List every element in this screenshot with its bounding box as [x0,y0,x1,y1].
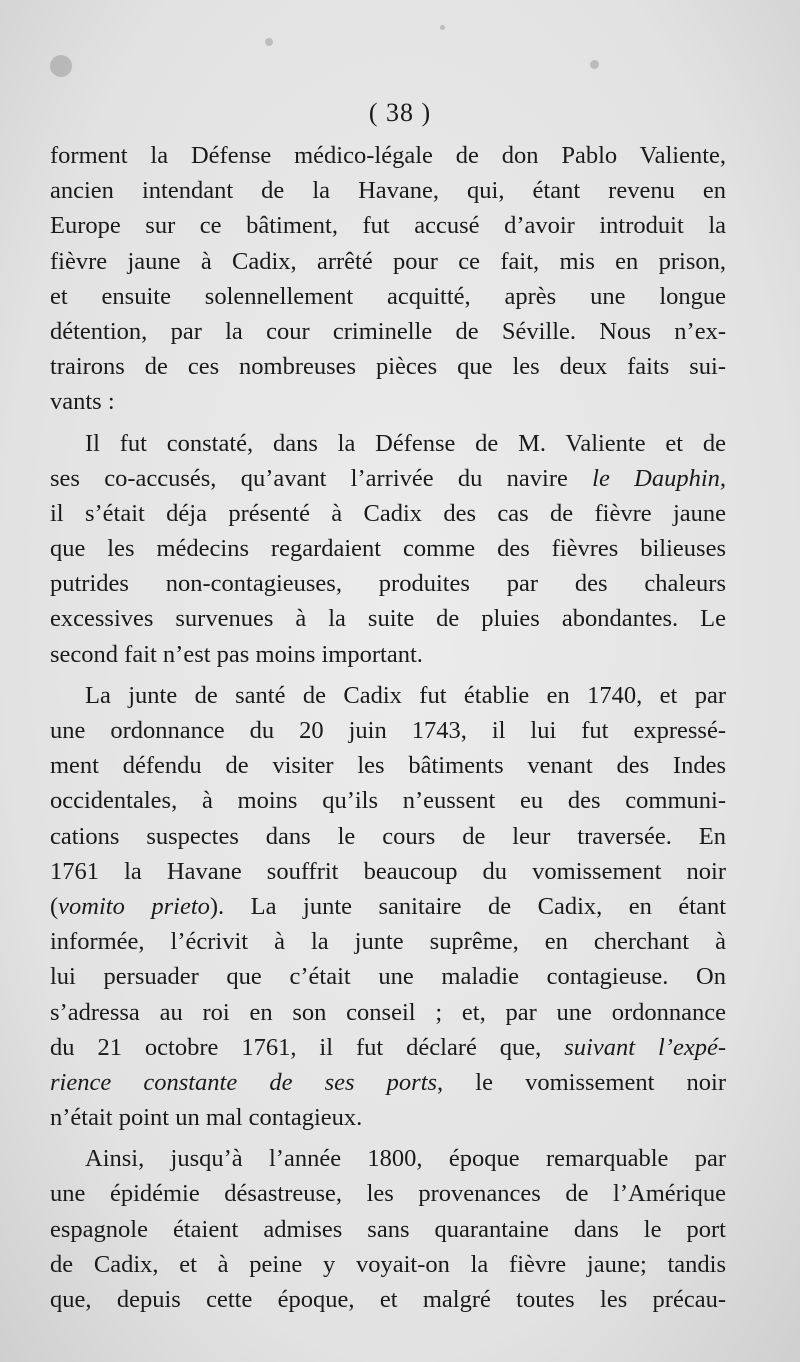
text-line: n’était point un mal contagieux. [50,1104,363,1132]
text-line: forment la Défense médico-légale de don Pablo Valiente, [50,142,726,169]
text-segment: , le vomissement noir [437,1068,726,1096]
stain-mark [265,38,273,46]
text-line: et ensuite solennellement acquitté, après une longue [50,282,726,310]
text-line: il s’était déja présenté à Cadix des cas de fièvre jaune [50,499,726,527]
text-line: ancien intendant de la Havane, qui, étant revenu en [50,177,726,205]
italic-quote: suivant l’expé- [564,1033,726,1061]
italic-quote: rience constante de ses ports [50,1068,438,1096]
text-line: vants : [50,388,115,416]
text-line [50,889,726,924]
text-line: putrides non-contagieuses, produites par des chaleurs [50,570,726,598]
text-line: trairons de ces nombreuses pièces que les deux faits sui- [50,353,726,381]
text-line: fièvre jaune à Cadix, arrêté pour ce fait, mis en prison, [50,247,726,275]
body-text [50,138,726,1317]
text-segment: ). La junte sanitaire de Cadix, en étant [209,892,726,920]
text-line: détention, par la cour criminelle de Séville. Nous n’ex- [50,317,726,345]
text-segment: du 21 octobre 1761, il fut déclaré que, [50,1033,565,1061]
text-line [50,461,726,496]
ship-name: le Dauphin, [592,464,726,492]
text-segment: ( [50,892,59,920]
text-line [50,1030,726,1065]
text-line: que, depuis cette époque, et malgré toutes les précau- [50,1286,726,1313]
text-line: La junte de santé de Cadix fut établie en 1740, et par [85,681,726,709]
italic-term: vomito prieto [58,892,210,920]
text-line [50,1065,726,1100]
text-line: que les médecins regardaient comme des fièvres bilieuses [50,535,726,563]
text-line: Ainsi, jusqu’à l’année 1800, époque remarquable par [85,1145,726,1173]
text-line: de Cadix, et à peine y voyait-on la fièvre jaune; tandis [50,1250,726,1278]
stain-mark [50,55,72,77]
text-line: espagnole étaient admises sans quarantaine dans le port [50,1215,726,1243]
text-line: cations suspectes dans le cours de leur traversée. En [50,822,726,850]
page-number: ( 38 ) [368,98,432,127]
text-line: second fait n’est pas moins important. [50,640,423,668]
text-line: occidentales, à moins qu’ils n’eussent eu des communi- [50,787,726,815]
text-line: ment défendu de visiter les bâtiments venant des Indes [50,752,726,780]
stain-mark [590,60,599,69]
text-line: Europe sur ce bâtiment, fut accusé d’avoir introduit la [50,212,726,240]
text-line: lui persuader que c’était une maladie contagieuse. On [50,963,726,991]
text-line: 1761 la Havane souffrit beaucoup du vomissement noir [50,857,726,885]
text-line: excessives survenues à la suite de pluies abondantes. Le [50,605,726,633]
text-line: s’adressa au roi en son conseil ; et, par une ordonnance [50,998,726,1026]
text-line: Il fut constaté, dans la Défense de M. Valiente et de [85,429,726,457]
text-line: une épidémie désastreuse, les provenances de l’Amérique [50,1180,726,1208]
text-segment: ses co-accusés, qu’avant l’arrivée du navire [50,464,593,492]
stain-mark [440,25,445,30]
text-line: une ordonnance du 20 juin 1743, il lui fut expressé- [50,717,726,744]
text-line: informée, l’écrivit à la junte suprême, en cherchant à [50,928,726,956]
